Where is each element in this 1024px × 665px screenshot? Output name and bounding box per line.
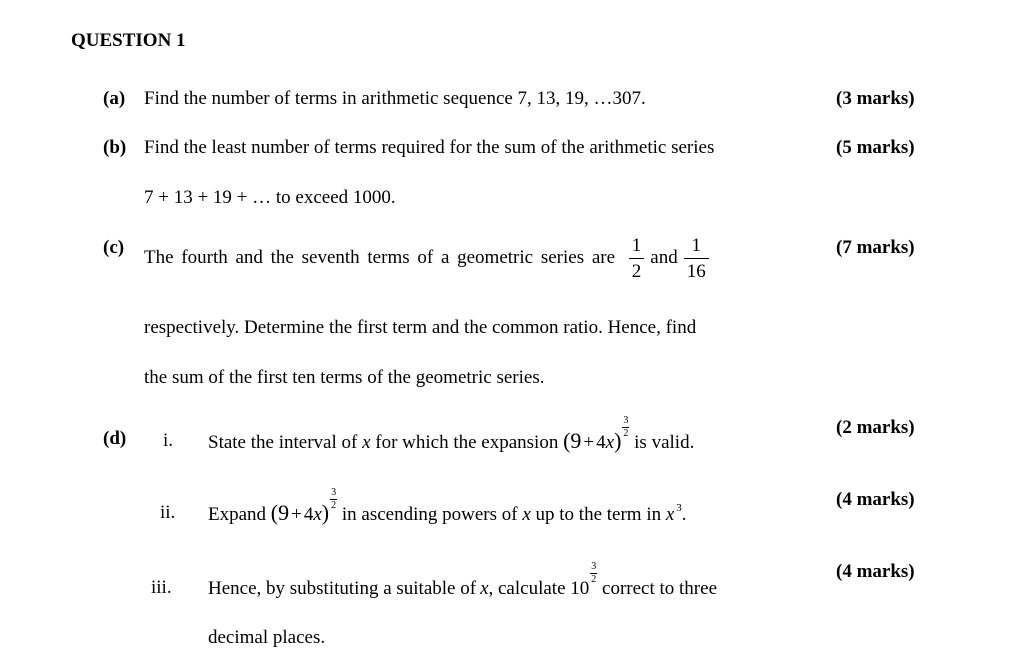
part-d-i-var: x <box>362 432 371 453</box>
part-a-marks: (3 marks) <box>836 88 915 109</box>
fraction-one-half <box>629 236 645 281</box>
expr-coef: 4 <box>303 504 314 525</box>
expr-plus: + <box>583 432 595 453</box>
part-d-ii-text <box>208 488 687 530</box>
part-c-line1 <box>144 236 715 281</box>
question-heading: QUESTION 1 <box>71 30 186 51</box>
exponent-three-halves <box>330 488 337 511</box>
expr-var: x <box>313 504 322 525</box>
part-d-i-number: i. <box>163 430 174 451</box>
exponent-numerator: 3 <box>623 415 629 426</box>
part-d-iii-marks: (4 marks) <box>836 561 915 582</box>
expr-coef: 4 <box>596 432 606 453</box>
part-d-ii-post: up to the term in <box>535 504 662 525</box>
part-b-marks: (5 marks) <box>836 137 915 158</box>
part-b-label: (b) <box>103 137 127 158</box>
part-d-ii-var: x <box>522 504 531 525</box>
part-c-label: (c) <box>103 237 125 258</box>
expr-open: (9 <box>563 428 582 453</box>
fraction-one-sixteenth-numerator: 1 <box>684 236 709 259</box>
part-a-text: Find the number of terms in arithmetic sequence 7, 13, 19, …307. <box>144 88 646 109</box>
part-d-label: (d) <box>103 428 127 449</box>
part-d-ii-term-power: 3 <box>676 502 682 514</box>
expr-plus: + <box>291 504 302 525</box>
exponent-numerator: 3 <box>591 561 597 572</box>
part-c-line1-text: The fourth and the seventh terms of a geometric series are <box>144 246 616 268</box>
part-a-label: (a) <box>103 88 126 109</box>
part-d-iii-post: correct to three <box>602 578 717 599</box>
expr-close: ) <box>321 500 330 525</box>
part-d-ii-pre: Expand <box>208 504 267 525</box>
expr-close: ) <box>614 428 622 453</box>
part-d-i-post: is valid. <box>634 432 695 453</box>
exponent-denominator: 2 <box>331 500 337 511</box>
expr-var: x <box>605 432 615 453</box>
part-d-iii-var: x <box>480 578 489 599</box>
fraction-one-sixteenth-denominator: 16 <box>686 261 706 282</box>
expr-open: (9 <box>270 500 290 525</box>
part-d-ii-expression <box>270 487 337 525</box>
part-c-and: and <box>650 246 678 268</box>
part-c-line3: the sum of the first ten terms of the geometric series. <box>144 367 545 388</box>
exponent-denominator: 2 <box>623 428 629 439</box>
part-b-line1: Find the least number of terms required for the sum of the arithmetic series <box>144 137 715 158</box>
part-d-ii-end: . <box>681 504 687 525</box>
part-d-iii-number: iii. <box>151 577 172 598</box>
part-d-iii-text <box>208 562 717 604</box>
part-d-iii-line2: decimal places. <box>208 627 326 648</box>
part-d-i-text <box>208 416 694 458</box>
exponent-denominator: 2 <box>591 574 597 585</box>
part-d-iii-mid: , calculate <box>488 578 566 599</box>
part-d-iii-base: 10 <box>570 578 590 599</box>
part-d-i-pre: State the interval of <box>208 432 358 453</box>
exponent-numerator: 3 <box>331 487 337 498</box>
part-d-i-expression <box>563 415 629 453</box>
part-d-ii-marks: (4 marks) <box>836 489 915 510</box>
part-d-ii-term-var: x <box>665 504 675 525</box>
part-c-marks: (7 marks) <box>836 237 915 258</box>
fraction-one-half-numerator: 1 <box>629 236 645 259</box>
part-c-line2: respectively. Determine the first term and the common ratio. Hence, find <box>144 317 697 338</box>
part-d-ii-number: ii. <box>160 502 176 523</box>
part-d-i-marks: (2 marks) <box>836 417 915 438</box>
part-d-ii-mid: in ascending powers of <box>341 504 518 525</box>
part-b-line2: 7 + 13 + 19 + … to exceed 1000. <box>144 187 396 208</box>
exponent-three-halves <box>622 416 629 439</box>
part-d-iii-pre: Hence, by substituting a suitable of <box>208 578 477 599</box>
part-d-i-mid: for which the expansion <box>375 432 559 453</box>
fraction-one-sixteenth <box>684 236 709 281</box>
exponent-three-halves <box>590 562 597 585</box>
fraction-one-half-denominator: 2 <box>631 261 642 282</box>
